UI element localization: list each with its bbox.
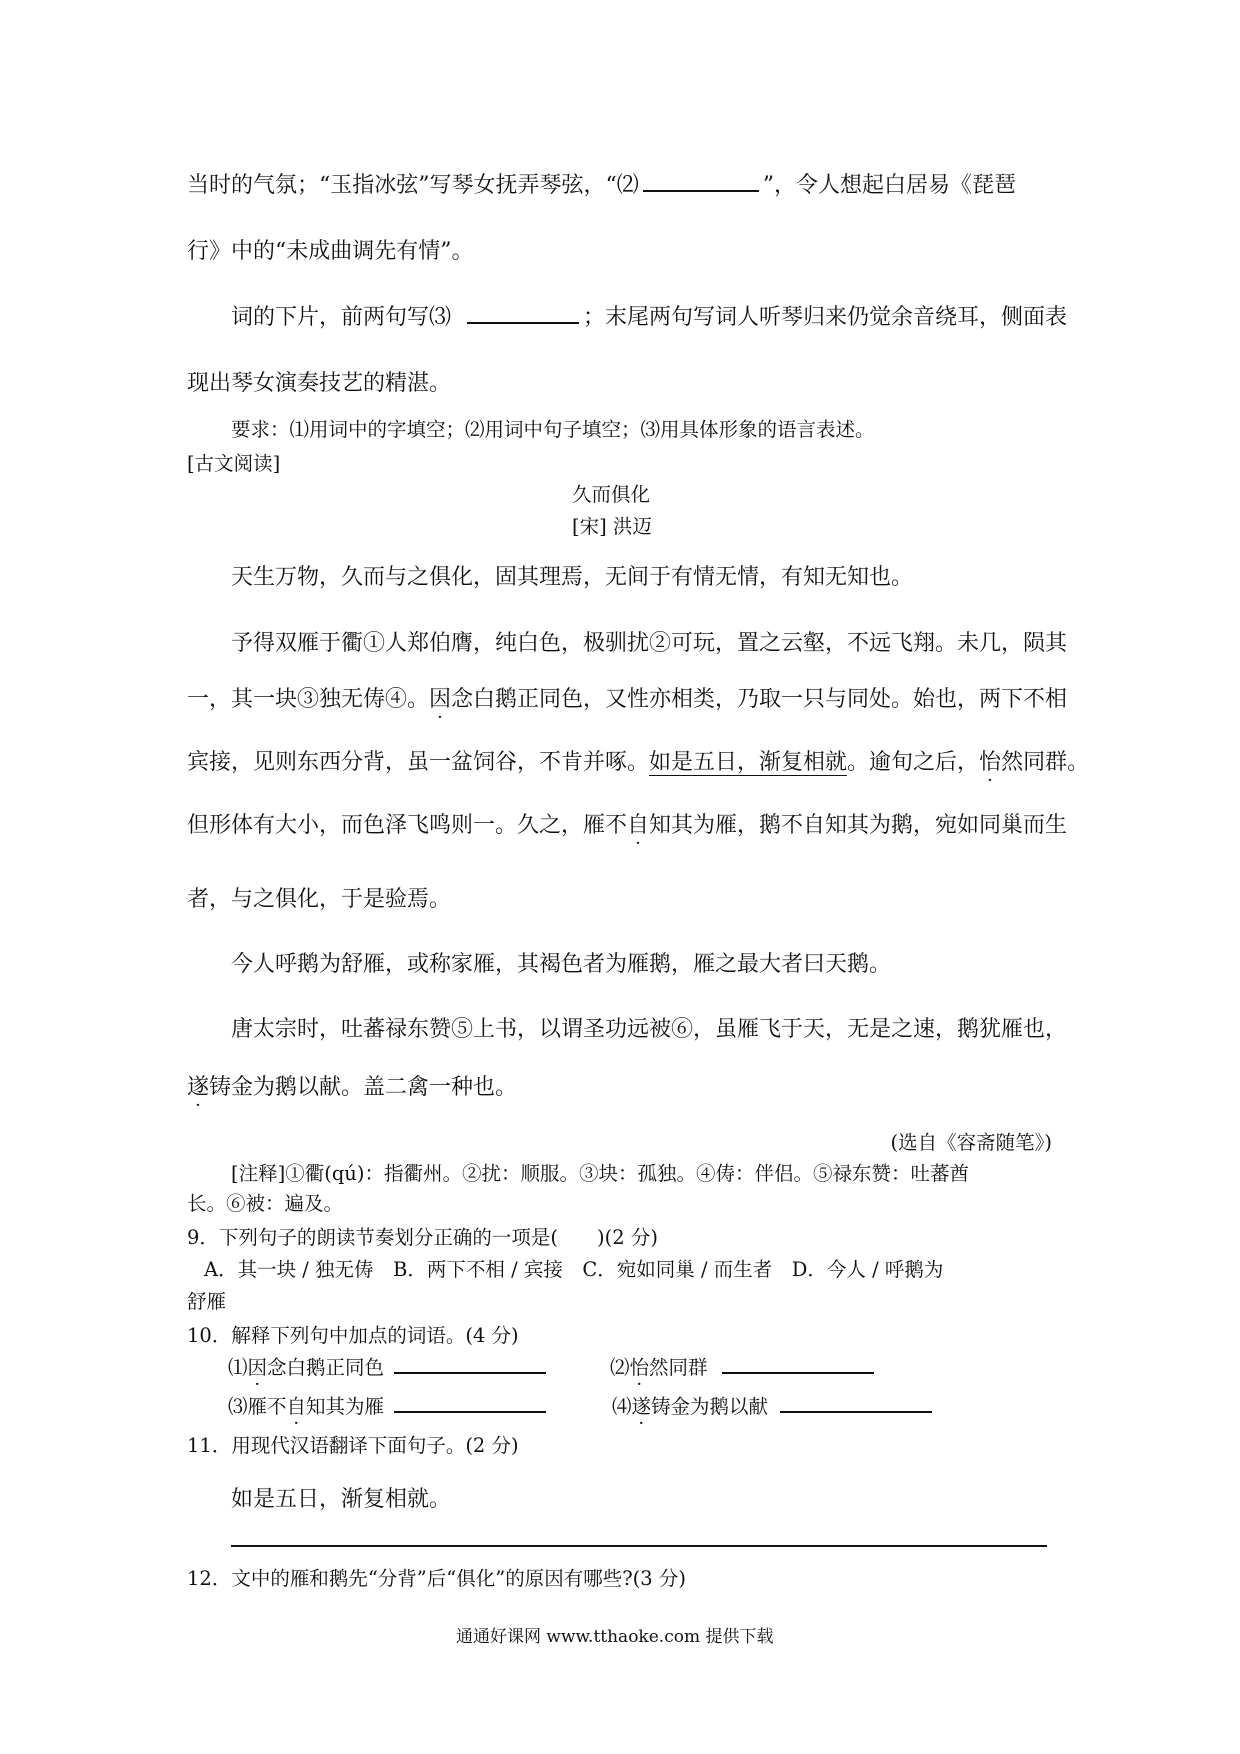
passage-line: 遂铸金为鹅以献。盖二禽一种也。 <box>187 1075 518 1100</box>
answer-line[interactable] <box>231 1545 1047 1547</box>
page-footer: 通通好课网 www.tthaoke.com 提供下载 <box>456 1627 774 1647</box>
dotted-word: 因 <box>429 687 452 712</box>
passage-line: 今人呼鹅为舒雁，或称家雁，其褐色者为雁鹅，雁之最大者曰天鹅。 <box>231 952 892 977</box>
dotted-word: 自 <box>627 813 650 838</box>
text-line: 当时的气氛；“玉指冰弦”写琴女抚弄琴弦，“⑵ ”，令人想起白居易《琵琶 <box>187 173 1016 198</box>
question-9-options-cont: 舒雁 <box>187 1290 227 1313</box>
text-line: 行》中的“未成曲调先有情”。 <box>187 239 474 264</box>
question-10-item: ⑷遂铸金为鹅以献 <box>612 1391 936 1419</box>
passage-line: 一，其一块③独无俦④。因念白鹅正同色，又性亦相类，乃取一只与同处。始也，两下不相 <box>187 687 1068 712</box>
notes-line: [注释]①衢(qú)：指衢州。②扰：顺服。③块：孤独。④俦：伴侣。⑤禄东赞：吐蕃酋 <box>231 1162 969 1185</box>
section-label: [古文阅读] <box>187 452 281 475</box>
passage-line: 唐太宗时，吐蕃禄东赞⑤上书，以谓圣功远被⑥，虽雁飞于天，无是之速，鹅犹雁也， <box>231 1017 1068 1042</box>
dotted-word: 遂 <box>187 1075 210 1100</box>
underlined-sentence: 如是五日，渐复相就 <box>649 750 848 775</box>
answer-blank[interactable] <box>780 1410 932 1413</box>
question-9-options: A．其一块 / 独无俦 B．两下不相 / 宾接 C．宛如同巢 / 而生者 D．今人 / 呼鹅为 <box>204 1258 944 1281</box>
passage-line: 天生万物，久而与之俱化，固其理焉，无间于有情无情，有知无知也。 <box>231 565 914 590</box>
question-11: 11．用现代汉语翻译下面句子。(2 分) <box>187 1434 519 1457</box>
dotted-word: 怡 <box>979 750 1002 775</box>
question-10-item: ⑵怡然同群 <box>610 1352 878 1380</box>
passage-line: 者，与之俱化，于是验焉。 <box>187 887 452 912</box>
question-12: 12．文中的雁和鹅先“分背”后“俱化”的原因有哪些?(3 分) <box>187 1567 686 1590</box>
text-line: 现出琴女演奏技艺的精湛。 <box>187 371 452 396</box>
answer-blank[interactable] <box>722 1371 874 1374</box>
passage-author: [宋] 洪迈 <box>572 515 652 538</box>
answer-blank[interactable] <box>394 1371 546 1374</box>
text-line: 词的下片，前两句写⑶ ；末尾两句写词人听琴归来仍觉余音绕耳，侧面表 <box>231 305 1068 330</box>
question-9: 9．下列句子的朗读节奏划分正确的一项是( )(2 分) <box>187 1226 658 1249</box>
requirement-text: 要求：⑴用词中的字填空；⑵用词中句子填空；⑶用具体形象的语言表述。 <box>231 418 875 441</box>
question-11-sentence: 如是五日，渐复相就。 <box>231 1487 452 1512</box>
answer-blank[interactable] <box>394 1410 546 1413</box>
notes-line: 长。⑥被：遍及。 <box>187 1192 344 1215</box>
fill-blank-3[interactable] <box>467 321 579 324</box>
fill-blank-2[interactable] <box>643 189 759 192</box>
question-10-item: ⑶雁不自知其为雁 <box>228 1391 550 1419</box>
passage-line: 但形体有大小，而色泽飞鸣则一。久之，雁不自知其为雁，鹅不自知其为鹅，宛如同巢而生 <box>187 813 1068 838</box>
passage-line: 宾接，见则东西分背，虽一盆饲谷，不肯并啄。如是五日，渐复相就。逾旬之后，怡然同群。 <box>187 750 1090 775</box>
question-10: 10．解释下列句中加点的词语。(4 分) <box>187 1324 519 1347</box>
passage-title: 久而俱化 <box>572 483 651 506</box>
source-citation: (选自《容斋随笔》) <box>890 1131 1052 1154</box>
question-10-item: ⑴因念白鹅正同色 <box>228 1352 550 1380</box>
passage-line: 予得双雁于衢①人郑伯膺，纯白色，极驯扰②可玩，置之云壑，不远飞翔。未几，陨其 <box>231 631 1068 656</box>
